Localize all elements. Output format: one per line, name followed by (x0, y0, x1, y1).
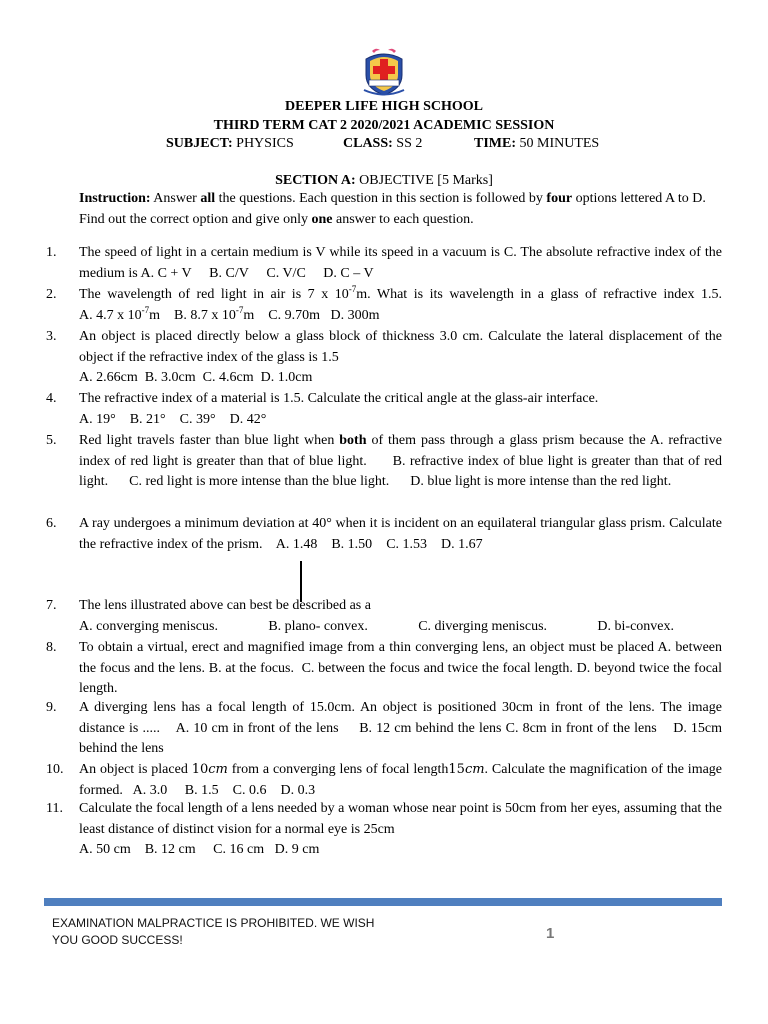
time-value: 50 MINUTES (519, 136, 600, 151)
instruction-block (79, 189, 719, 230)
question-text: Calculate the focal length of a lens needed by a woman whose near point is 50cm from her eyes, assuming that the least distance of distinct vision for a normal eye is 25cm (79, 801, 722, 837)
school-crest-icon (360, 47, 408, 97)
options-row (79, 840, 722, 861)
math-value: 10cm (191, 762, 228, 777)
option-d: D. 9 cm (274, 842, 320, 857)
option-a: A. 4.7 x $10^{-7}m$ (79, 304, 161, 323)
question-text: of them pass through a glass prism because the (371, 433, 646, 448)
option-a: A. 1.48 (275, 536, 318, 552)
option-d: D. 0.3 (280, 782, 316, 798)
question-6 (46, 514, 722, 555)
class-field (343, 135, 422, 153)
instruction-emphasis: all (200, 191, 216, 206)
exam-title: THIRD TERM CAT 2 2020/2021 ACADEMIC SESSION (213, 118, 555, 133)
question-number: 9. (46, 700, 57, 715)
question-8 (46, 638, 722, 700)
subject-value: PHYSICS (236, 136, 294, 151)
option-c: C. 8cm in front of the lens (505, 720, 657, 736)
option-a: A. 10 cm in front of the lens (175, 720, 339, 736)
option-d: D. 1.0cm (260, 370, 313, 385)
question-text: A diverging lens has a focal length of 15.0cm. An object is positioned 30cm in front of the lens. The image distance is ..... (79, 700, 722, 736)
question-text: The wavelength of red light in air is 7 x 10 (79, 287, 349, 302)
question-number: 6. (46, 516, 57, 531)
question-number: 2. (46, 287, 57, 302)
option-d: D. 42° (229, 411, 267, 427)
math-value: 15cm (448, 762, 485, 777)
option-b: B. 8.7 x $10^{-7}m$ (174, 304, 255, 323)
question-4 (46, 389, 722, 430)
option-b: B. 21° (129, 411, 166, 427)
options-row (79, 368, 722, 389)
option-b: B. 1.5 (184, 782, 219, 798)
option-c: C. diverging meniscus. (418, 618, 548, 634)
option-a: A. 3.0 (132, 782, 168, 798)
question-number: 4. (46, 391, 57, 406)
question-text: Red light travels faster than blue light when (79, 433, 335, 448)
question-1 (46, 243, 722, 284)
question-text: The lens illustrated above can best be described as a (79, 598, 371, 613)
option-a: A. C + V (140, 265, 192, 281)
option-c: C. V/C (266, 265, 306, 281)
section-title: OBJECTIVE [5 Marks] (359, 173, 493, 188)
question-11 (46, 799, 722, 861)
instruction-text: Answer (153, 191, 197, 206)
instruction-text: the questions. Each question in this section is followed by (218, 191, 543, 206)
option-d: D. 15cm behind the lens (79, 720, 723, 756)
option-b: B. 1.50 (331, 536, 373, 552)
question-number: 11. (46, 801, 63, 816)
option-c: C. 16 cm (213, 842, 265, 857)
option-b: B. refractive index of blue light is greater than that of red light. (79, 453, 722, 489)
time-label: TIME: (474, 136, 516, 151)
question-text: An object is placed directly below a glass block of thickness 3.0 cm. Calculate the lateral displacement of the object if the refractive index of the glass is 1.5 (79, 329, 722, 365)
question-emphasis: both (339, 433, 367, 448)
option-b: B. 12 cm (144, 842, 196, 857)
class-label: CLASS: (343, 136, 393, 151)
option-a: A. refractive index of red light is greater than that of blue light. (79, 433, 723, 469)
question-text: To obtain a virtual, erect and magnified image from a thin converging lens, an object must be placed (79, 640, 654, 655)
question-number: 8. (46, 640, 57, 655)
question-2 (46, 285, 722, 326)
question-text: An object is placed (79, 762, 188, 777)
option-a: A. between the focus and the lens. (79, 640, 722, 676)
option-a: A. 19° (79, 411, 116, 427)
instruction-emphasis: four (546, 191, 573, 206)
instruction-text: answer to each question. (336, 211, 474, 227)
option-b: B. 3.0cm (144, 370, 196, 385)
page-number: 1 (546, 925, 555, 942)
option-c: C. 0.6 (232, 782, 267, 798)
options-row (79, 410, 722, 431)
option-b: B. C/V (209, 265, 249, 281)
option-d: D. beyond twice the focal length. (79, 660, 723, 696)
question-9 (46, 698, 722, 760)
instruction-label: Instruction: (79, 191, 151, 206)
instruction-text: options lettered A to D. Find out the correct option and give only (79, 191, 706, 227)
question-number: 10. (46, 762, 64, 777)
subject-label: SUBJECT: (166, 136, 233, 151)
option-b: B. at the focus. (208, 660, 294, 676)
options-row (79, 617, 722, 638)
option-b: B. 12 cm behind the lens (359, 720, 502, 736)
question-text: The refractive index of a material is 1.5. Calculate the critical angle at the glass-air interface. (79, 391, 599, 406)
question-number: 1. (46, 245, 57, 260)
option-c: C. 9.70m (268, 307, 320, 323)
exponent: -7 (348, 284, 357, 294)
option-c: C. red light is more intense than the blue light. (129, 474, 390, 489)
option-d: D. 1.67 (441, 536, 483, 552)
option-c: C. 1.53 (386, 536, 428, 552)
question-text: A ray undergoes a minimum deviation at 40° when it is incident on an equilateral triangular glass prism. Calculate the refractive index of the prism. (79, 516, 722, 552)
school-name: DEEPER LIFE HIGH SCHOOL (285, 99, 483, 114)
instruction-emphasis: one (311, 211, 333, 227)
section-heading (0, 172, 768, 190)
option-d: D. C – V (323, 265, 374, 281)
question-text: The speed of light in a certain medium is V while its speed in a vacuum is C. The absolute refractive index of the medium is (79, 245, 722, 281)
option-a: A. 2.66cm (79, 370, 138, 385)
question-7 (46, 596, 722, 637)
question-text: from a converging lens of focal length (231, 762, 449, 777)
option-a: A. converging meniscus. (79, 618, 218, 634)
option-d: D. 300m (330, 307, 380, 323)
option-b: B. plano- convex. (268, 618, 368, 634)
question-3 (46, 327, 722, 389)
footer-note: EXAMINATION MALPRACTICE IS PROHIBITED. WE WISH YOU GOOD SUCCESS! (52, 916, 375, 947)
question-number: 5. (46, 433, 57, 448)
question-5 (46, 431, 722, 493)
class-value: SS 2 (396, 136, 423, 151)
time-field (474, 135, 599, 153)
option-d: D. bi-convex. (597, 618, 674, 634)
option-a: A. 50 cm (79, 842, 131, 857)
question-text: m. What is its wavelength in a glass of refractive index 1.5. (356, 287, 722, 302)
option-c: C. between the focus and twice the focal length. (301, 660, 573, 676)
question-text: . Calculate the magnification of the image formed. (79, 762, 723, 798)
option-d: D. blue light is more intense than the red light. (410, 474, 672, 489)
option-c: C. 4.6cm (202, 370, 254, 385)
question-number: 3. (46, 329, 57, 344)
section-label: SECTION A: (275, 173, 356, 188)
footer-divider (44, 898, 722, 906)
option-c: C. 39° (179, 411, 216, 427)
question-10 (46, 760, 722, 801)
subject-field (166, 135, 294, 153)
question-number: 7. (46, 598, 57, 613)
